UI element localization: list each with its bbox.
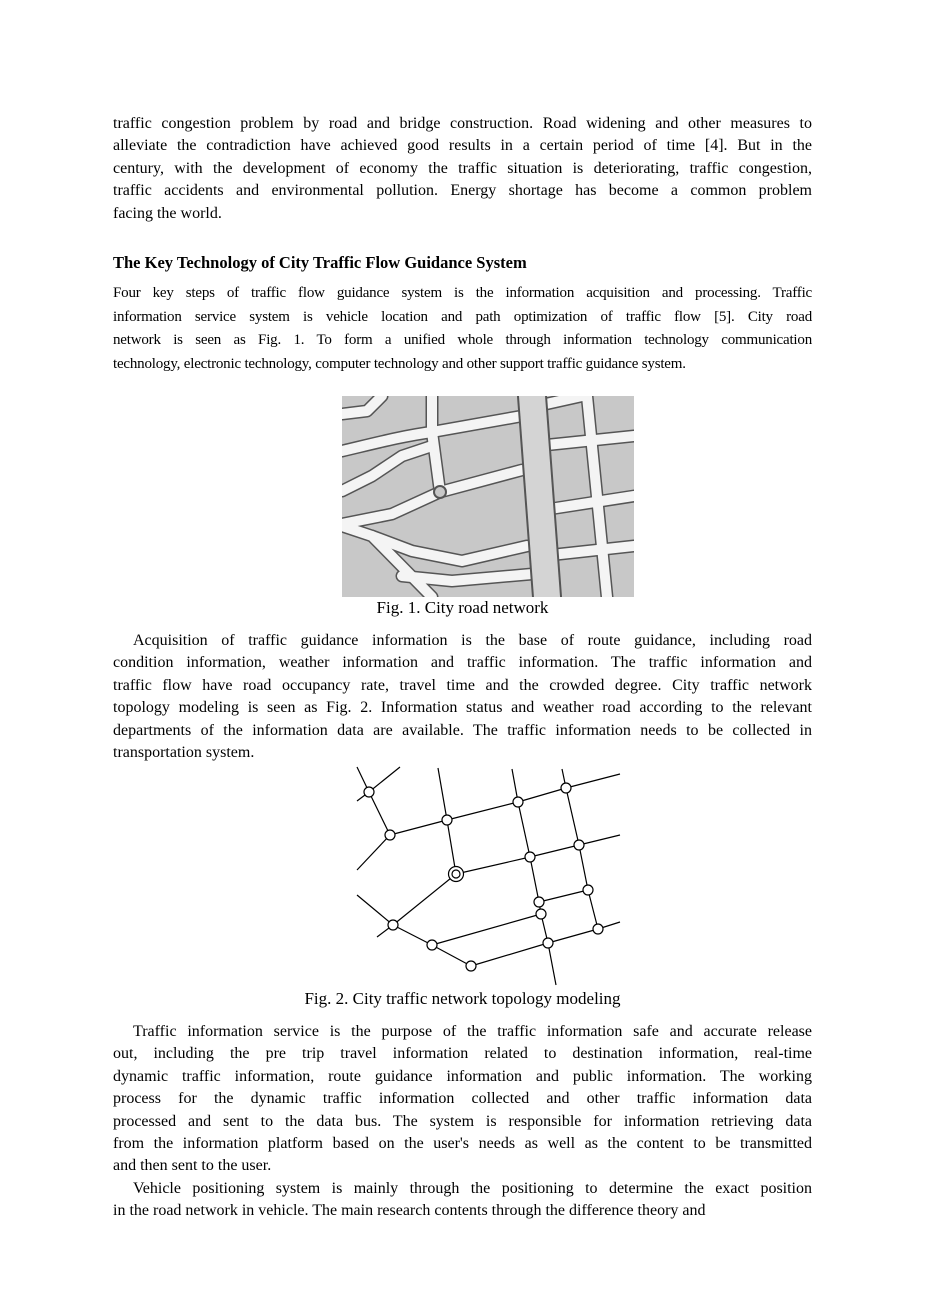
network-link <box>539 890 588 902</box>
figure-1-caption: Fig. 1. City road network <box>376 598 549 617</box>
network-node <box>427 940 437 950</box>
text-line: and then sent to the user. <box>113 1157 272 1175</box>
text-line: departments of the information data are available. The traffic information needs to be collected in <box>113 721 812 739</box>
road <box>402 574 532 581</box>
network-node <box>388 920 398 930</box>
network-link <box>357 895 393 937</box>
network-node <box>364 787 374 797</box>
text-line: network is seen as Fig. 1. To form a unified whole through information technology communication <box>113 332 812 348</box>
text-line: dynamic traffic information, route guidance information and public information. The working <box>113 1067 812 1085</box>
network-link <box>390 774 620 835</box>
network-node <box>561 783 571 793</box>
network-node <box>574 840 584 850</box>
network-node <box>525 852 535 862</box>
text-line: traffic accidents and environmental pollution. Energy shortage has become a common problem <box>113 182 812 200</box>
network-node <box>513 797 523 807</box>
section-heading: The Key Technology of City Traffic Flow Guidance System <box>113 253 527 272</box>
text-line: from the information platform based on the user's needs as well as the content to be transmitted <box>113 1134 812 1152</box>
text-line: condition information, weather information and traffic information. The traffic information and <box>113 654 812 672</box>
text-line: Acquisition of traffic guidance information is the base of route guidance, including road <box>133 632 812 649</box>
text-line: Traffic information service is the purpose of the traffic information safe and accurate release <box>133 1023 812 1040</box>
figure-2-caption: Fig. 2. City traffic network topology modeling <box>304 989 621 1008</box>
network-link <box>456 835 620 874</box>
text-line: alleviate the contradiction have achieved good results in a certain period of time [4]. But in the <box>113 137 812 155</box>
text-line: processed and sent to the data bus. The system is responsible for information retrieving data <box>113 1112 812 1130</box>
text-line: information service system is vehicle location and path optimization of traffic flow [5]. City road <box>113 308 812 325</box>
text-line: out, including the pre trip travel information related to destination information, real-time <box>113 1045 812 1063</box>
network-link <box>393 874 456 925</box>
network-node <box>466 961 476 971</box>
network-node <box>593 924 603 934</box>
network-link <box>357 835 390 870</box>
network-link <box>357 767 400 801</box>
text-line: traffic flow have road occupancy rate, travel time and the crowded degree. City traffic network <box>113 676 812 694</box>
roundabout <box>434 486 446 498</box>
text-line: technology, electronic technology, computer technology and other support traffic guidance system. <box>113 355 686 372</box>
paragraph-intro <box>113 113 812 225</box>
network-node <box>534 897 544 907</box>
text-line: process for the dynamic traffic information collected and other traffic information data <box>113 1090 812 1108</box>
paragraph-acquisition <box>113 630 812 764</box>
network-node <box>543 938 553 948</box>
figure-1-city-road-network <box>342 396 634 597</box>
network-node <box>385 830 395 840</box>
paragraph-vehicle-positioning <box>113 1178 812 1223</box>
text-line: facing the world. <box>113 204 222 222</box>
network-node <box>583 885 593 895</box>
network-node <box>536 909 546 919</box>
network-link <box>432 914 541 945</box>
text-line: in the road network in vehicle. The main research contents through the difference theory and <box>113 1202 706 1220</box>
text-line: transportation system. <box>113 743 255 761</box>
paragraph-info-service <box>113 1021 812 1178</box>
network-link <box>357 767 390 835</box>
network-node-inner <box>452 870 460 878</box>
text-line: Vehicle positioning system is mainly through the positioning to determine the exact position <box>133 1180 812 1197</box>
network-node <box>442 815 452 825</box>
text-line: topology modeling is seen as Fig. 2. Information status and weather road according to the relevant <box>113 699 812 717</box>
text-line: century, with the development of economy the traffic situation is deteriorating, traffic congestion, <box>113 159 812 177</box>
paragraph-key-steps <box>113 282 812 376</box>
text-line: Four key steps of traffic flow guidance system is the information acquisition and processing. Traffic <box>113 285 812 301</box>
main-avenue <box>532 396 547 597</box>
text-line: traffic congestion problem by road and bridge construction. Road widening and other measures to <box>113 115 812 132</box>
figure-2-topology-diagram <box>340 760 640 990</box>
